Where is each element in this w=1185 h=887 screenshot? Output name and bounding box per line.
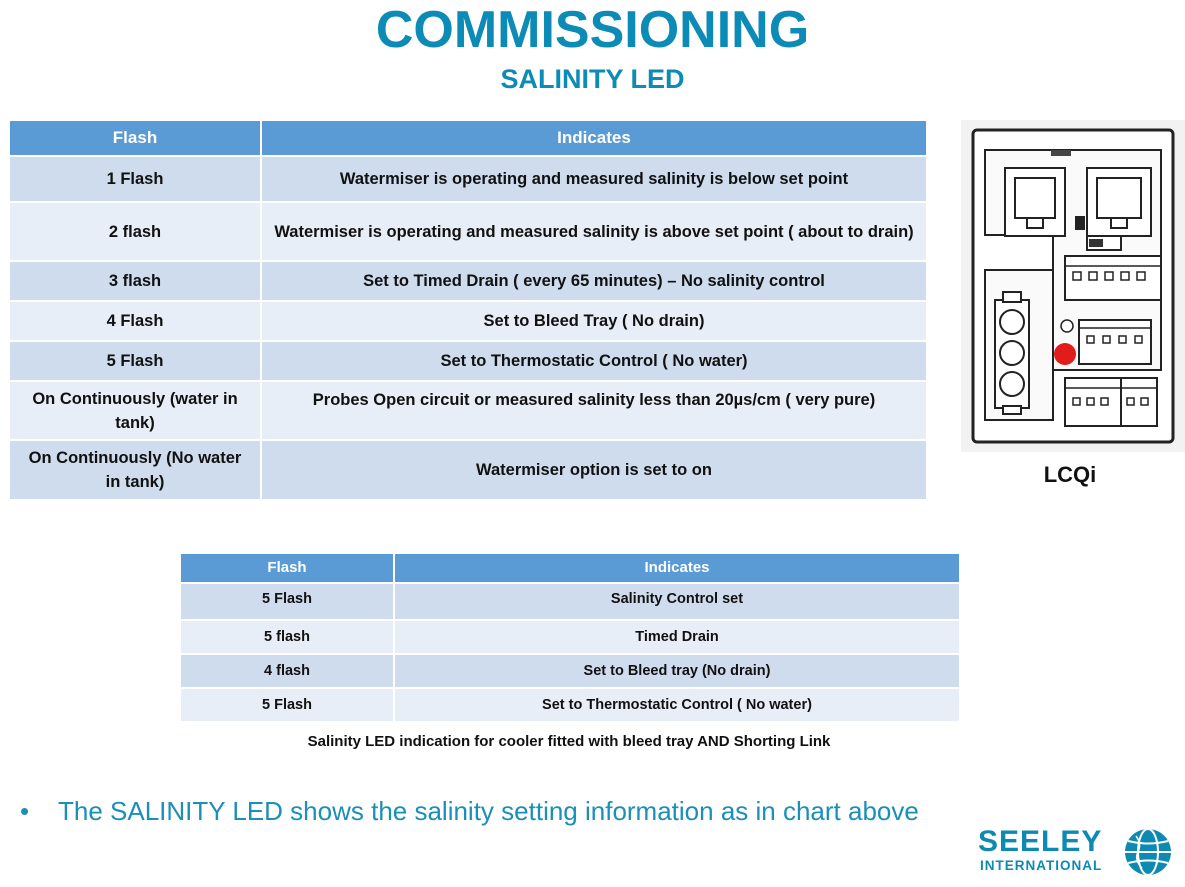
page-title: COMMISSIONING — [375, 1, 810, 59]
flash-cell: 2 flash — [9, 202, 261, 261]
salinity-led-table — [8, 119, 928, 501]
indicates-cell: Timed Drain — [394, 620, 960, 654]
column-header-flash: Flash — [9, 120, 261, 156]
table-row — [180, 583, 960, 620]
seeley-international-logo — [978, 826, 1178, 882]
table-caption: Salinity LED indication for cooler fitted with bleed tray AND Shorting Link — [307, 733, 831, 750]
flash-cell: 5 Flash — [180, 583, 394, 620]
indicates-cell: Watermiser is operating and measured salinity is below set point — [261, 156, 927, 202]
table-row — [180, 688, 960, 722]
table-header-row — [180, 553, 960, 583]
bullet-marker: • — [20, 796, 30, 826]
table-row — [180, 654, 960, 688]
indicates-cell: Salinity Control set — [394, 583, 960, 620]
flash-cell: 4 flash — [180, 654, 394, 688]
column-header-indicates: Indicates — [394, 553, 960, 583]
flash-cell: 4 Flash — [9, 301, 261, 341]
logo-subtext: INTERNATIONAL — [980, 858, 1103, 873]
table-row — [180, 620, 960, 654]
indicates-cell: Set to Bleed tray (No drain) — [394, 654, 960, 688]
bullet-point — [20, 796, 919, 827]
indicates-cell: Set to Thermostatic Control ( No water) — [394, 688, 960, 722]
device-label: LCQi — [1043, 462, 1097, 487]
table-row — [9, 156, 927, 202]
indicates-cell: Set to Thermostatic Control ( No water) — [261, 341, 927, 381]
flash-cell: 1 Flash — [9, 156, 261, 202]
table-row — [9, 261, 927, 301]
indicates-cell: Set to Timed Drain ( every 65 minutes) – No salinity control — [261, 261, 927, 301]
table-row — [9, 440, 927, 500]
table-row — [9, 202, 927, 261]
flash-cell: 5 Flash — [9, 341, 261, 381]
flash-cell: 3 flash — [9, 261, 261, 301]
column-header-flash: Flash — [180, 553, 394, 583]
flash-cell: On Continuously (water in tank) — [9, 381, 261, 440]
table-header-row — [9, 120, 927, 156]
indicates-cell: Watermiser is operating and measured salinity is above set point ( about to drain) — [261, 202, 927, 261]
salinity-led-indicator — [1054, 343, 1076, 365]
bleed-tray-led-table — [179, 552, 961, 723]
lcqi-controller-board-image — [961, 120, 1185, 452]
page-subtitle: SALINITY LED — [500, 64, 685, 94]
flash-cell: 5 Flash — [180, 688, 394, 722]
flash-cell: On Continuously (No water in tank) — [9, 440, 261, 500]
globe-icon — [1122, 826, 1174, 878]
indicates-cell: Probes Open circuit or measured salinity less than 20µs/cm ( very pure) — [261, 381, 927, 440]
flash-cell: 5 flash — [180, 620, 394, 654]
bullet-text: The SALINITY LED shows the salinity setting information as in chart above — [58, 796, 919, 826]
column-header-indicates: Indicates — [261, 120, 927, 156]
logo-wordmark: SEELEY — [978, 825, 1103, 858]
table-row — [9, 341, 927, 381]
indicates-cell: Set to Bleed Tray ( No drain) — [261, 301, 927, 341]
indicates-cell: Watermiser option is set to on — [261, 440, 927, 500]
table-row — [9, 381, 927, 440]
table-row — [9, 301, 927, 341]
